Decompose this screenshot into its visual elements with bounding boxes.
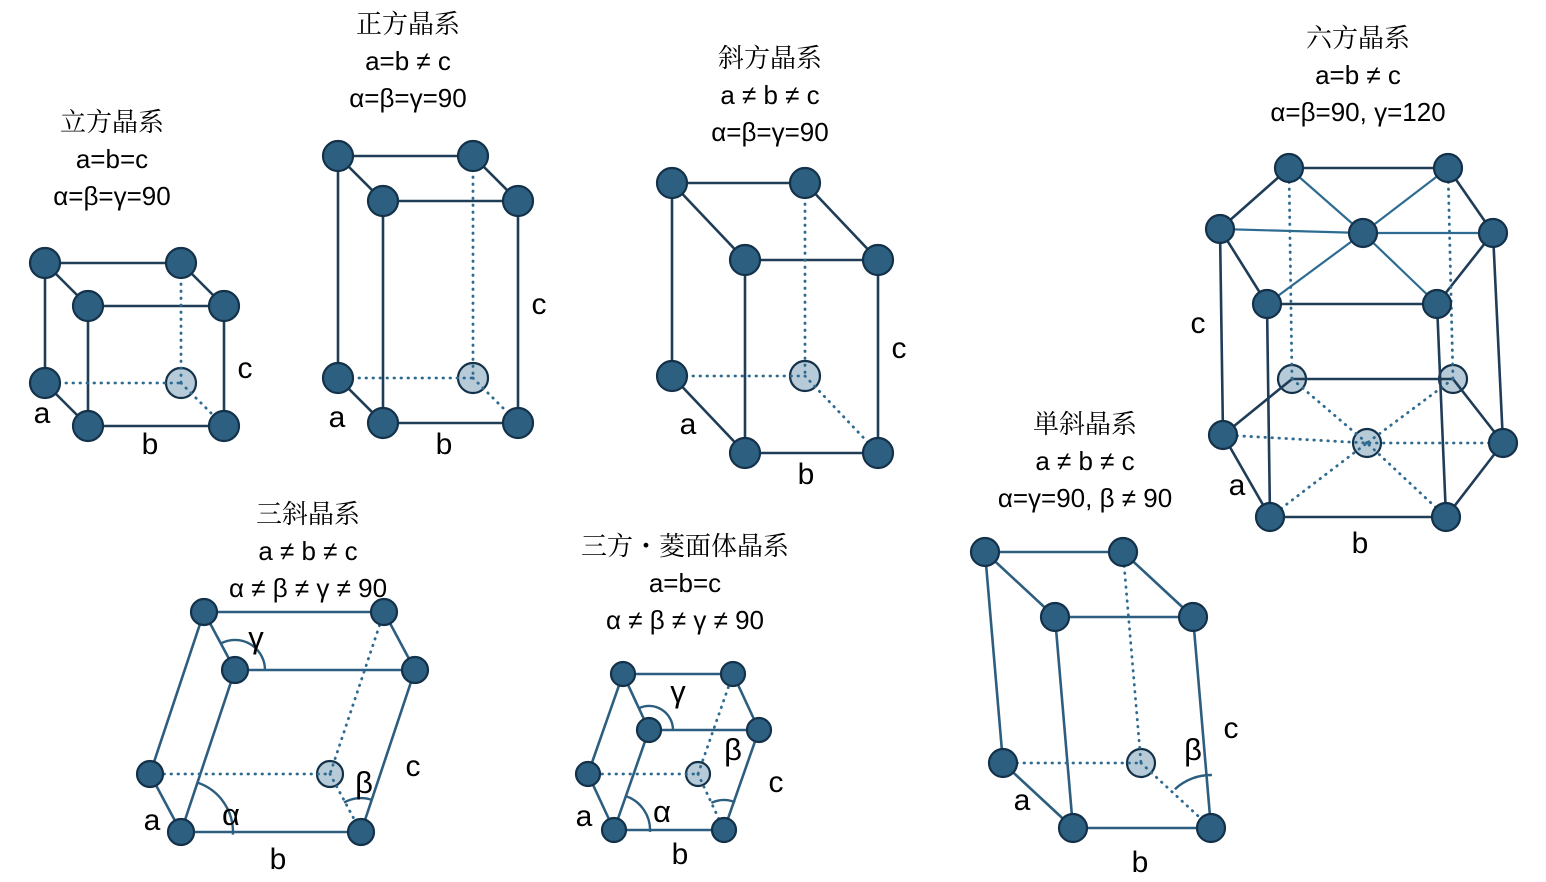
title-line-name: 三方・菱面体晶系 bbox=[580, 531, 790, 561]
title-line-axes: a ≠ b ≠ c bbox=[720, 80, 820, 110]
vertex-dot bbox=[863, 245, 893, 275]
axis-label-a: a bbox=[1013, 784, 1031, 817]
hidden-edge-dotted-line bbox=[1289, 168, 1292, 379]
vertex-dot bbox=[730, 245, 760, 275]
axis-label-c: c bbox=[237, 352, 253, 385]
hidden-edge-dotted-line bbox=[330, 612, 384, 774]
crystal-title-hexagonal bbox=[1270, 20, 1445, 131]
angle-label-gamma: γ bbox=[248, 620, 264, 655]
vertex-dot bbox=[209, 291, 239, 321]
axis-label-b: b bbox=[141, 428, 159, 461]
vertex-dot bbox=[1479, 219, 1507, 247]
title-line-axes: a ≠ b ≠ c bbox=[1035, 446, 1135, 476]
vertex-dot bbox=[1109, 538, 1137, 566]
vertex-dot bbox=[863, 438, 893, 468]
vertex-dot bbox=[30, 368, 60, 398]
angle-label-gamma: γ bbox=[670, 674, 686, 709]
vertex-dot bbox=[1434, 154, 1462, 182]
axis-label-a: a bbox=[143, 804, 161, 837]
axis-label-a: a bbox=[679, 408, 697, 441]
title-line-axes: a=b=c bbox=[648, 568, 722, 598]
vertex-dot bbox=[209, 411, 239, 441]
edge-line bbox=[985, 552, 1003, 763]
title-line-angles: α ≠ β ≠ γ ≠ 90 bbox=[228, 573, 388, 603]
vertex-dot bbox=[1206, 215, 1234, 243]
vertex-dot bbox=[323, 141, 353, 171]
edge-line bbox=[1363, 168, 1448, 233]
title-line-name: 斜方晶系 bbox=[717, 43, 822, 73]
title-line-angles: α=γ=90, β ≠ 90 bbox=[997, 483, 1173, 513]
hidden-edge-dotted-line bbox=[1270, 443, 1367, 517]
vertex-dot bbox=[1256, 503, 1284, 531]
angle-label-beta: β bbox=[1184, 732, 1202, 767]
vertex-dot bbox=[168, 819, 194, 845]
title-line-angles: α=β=90, γ=120 bbox=[1270, 97, 1446, 127]
edge-line bbox=[1193, 617, 1211, 828]
crystal-cubic bbox=[30, 248, 253, 461]
axis-label-c: c bbox=[768, 766, 784, 799]
vertex-dot bbox=[971, 538, 999, 566]
crystal-title-monoclinic bbox=[998, 406, 1172, 517]
axis-label-a: a bbox=[575, 800, 593, 833]
vertex-dot bbox=[191, 599, 217, 625]
axis-label-c: c bbox=[1223, 712, 1239, 745]
vertex-dot bbox=[1275, 154, 1303, 182]
vertex-dot bbox=[1209, 421, 1237, 449]
crystal-title-cubic bbox=[53, 104, 170, 215]
vertex-dot bbox=[657, 361, 687, 391]
edge-line bbox=[1363, 233, 1437, 304]
edge-line bbox=[150, 612, 204, 774]
vertex-dot bbox=[73, 411, 103, 441]
hidden-edge-dotted-line bbox=[1123, 552, 1141, 763]
vertex-dot bbox=[576, 762, 600, 786]
axis-label-a: a bbox=[1228, 469, 1246, 502]
vertex-dot bbox=[657, 168, 687, 198]
vertex-dot bbox=[1423, 290, 1451, 318]
vertex-dot bbox=[137, 761, 163, 787]
axis-label-b: b bbox=[1351, 527, 1369, 560]
vertex-dot bbox=[323, 363, 353, 393]
title-line-axes: a ≠ b ≠ c bbox=[258, 536, 358, 566]
vertex-dot bbox=[1179, 603, 1207, 631]
crystal-trigonal bbox=[576, 662, 784, 871]
axis-label-c: c bbox=[1190, 307, 1206, 340]
title-line-angles: α=β=γ=90 bbox=[53, 181, 171, 211]
vertex-dot bbox=[1041, 603, 1069, 631]
vertex-dot bbox=[1432, 503, 1460, 531]
axis-label-c: c bbox=[405, 750, 421, 783]
vertex-dot bbox=[721, 662, 745, 686]
edge-line bbox=[1437, 304, 1446, 517]
vertex-dot bbox=[368, 186, 398, 216]
vertex-dot bbox=[503, 408, 533, 438]
vertex-dot bbox=[222, 657, 248, 683]
vertex-dot bbox=[1489, 429, 1517, 457]
title-line-axes: a=b ≠ c bbox=[1315, 60, 1401, 90]
vertex-dot bbox=[637, 718, 661, 742]
axis-label-b: b bbox=[435, 428, 453, 461]
vertex-dot bbox=[1197, 814, 1225, 842]
vertex-dot bbox=[1253, 290, 1281, 318]
title-line-name: 六方晶系 bbox=[1305, 23, 1411, 53]
angle-label-beta: β bbox=[724, 732, 742, 767]
crystal-tetragonal bbox=[323, 141, 547, 461]
vertex-dot bbox=[712, 818, 736, 842]
axis-label-b: b bbox=[797, 458, 815, 491]
vertex-dot bbox=[166, 248, 196, 278]
hidden-edge-dotted-line bbox=[1367, 443, 1446, 517]
vertex-dot bbox=[73, 291, 103, 321]
edge-line bbox=[1220, 229, 1363, 233]
angle-label-alpha: α bbox=[222, 797, 240, 832]
vertex-dot bbox=[611, 662, 635, 686]
axis-label-a: a bbox=[328, 401, 346, 434]
vertex-dot bbox=[730, 438, 760, 468]
edge-line bbox=[588, 674, 623, 774]
angle-arc-alpha bbox=[626, 796, 650, 832]
vertex-dot bbox=[1059, 814, 1087, 842]
title-line-name: 立方晶系 bbox=[59, 107, 164, 137]
vertex-dot bbox=[747, 718, 771, 742]
title-line-axes: a=b ≠ c bbox=[365, 46, 451, 76]
edge-line bbox=[614, 730, 649, 830]
edge-line bbox=[1220, 229, 1223, 435]
edge-line bbox=[1493, 233, 1503, 443]
crystal-title-tetragonal bbox=[349, 6, 466, 117]
crystal-title-orthorhombic bbox=[711, 40, 828, 151]
title-line-angles: α ≠ β ≠ γ ≠ 90 bbox=[605, 605, 765, 635]
title-line-name: 正方晶系 bbox=[355, 9, 460, 39]
vertex-dot bbox=[368, 408, 398, 438]
axis-label-b: b bbox=[671, 838, 689, 871]
hidden-edge-dotted-line bbox=[1448, 168, 1453, 379]
vertex-dot bbox=[1349, 219, 1377, 247]
title-line-name: 三斜晶系 bbox=[255, 499, 360, 529]
edge-line bbox=[1267, 233, 1363, 304]
axis-label-b: b bbox=[269, 843, 287, 876]
crystal-title-trigonal bbox=[581, 528, 789, 639]
angle-arc-beta bbox=[711, 800, 735, 803]
vertex-dot bbox=[348, 819, 374, 845]
crystal-triclinic bbox=[137, 599, 428, 876]
title-line-angles: α=β=γ=90 bbox=[349, 83, 467, 113]
crystal-monoclinic bbox=[971, 538, 1239, 879]
vertex-dot bbox=[30, 248, 60, 278]
axis-label-a: a bbox=[33, 397, 51, 430]
angle-label-alpha: α bbox=[653, 794, 671, 829]
vertex-dot bbox=[790, 168, 820, 198]
crystal-title-triclinic bbox=[229, 496, 387, 607]
angle-label-beta: β bbox=[355, 765, 373, 800]
vertex-dot bbox=[458, 141, 488, 171]
edge-line bbox=[1055, 617, 1073, 828]
axis-label-c: c bbox=[891, 332, 907, 365]
axis-label-b: b bbox=[1131, 846, 1149, 879]
vertex-dot bbox=[402, 657, 428, 683]
axis-label-c: c bbox=[531, 288, 547, 321]
title-line-name: 単斜晶系 bbox=[1032, 409, 1138, 439]
vertex-dot bbox=[503, 186, 533, 216]
hidden-edge-dotted-line bbox=[1223, 435, 1367, 443]
vertex-dot bbox=[989, 749, 1017, 777]
vertex-dot bbox=[602, 818, 626, 842]
hidden-edge-dotted-line bbox=[1292, 379, 1367, 443]
crystal-orthorhombic bbox=[657, 168, 907, 491]
crystal-hexagonal bbox=[1191, 154, 1518, 560]
title-line-axes: a=b=c bbox=[75, 144, 149, 174]
title-line-angles: α=β=γ=90 bbox=[711, 117, 829, 147]
edge-line bbox=[1267, 304, 1270, 517]
